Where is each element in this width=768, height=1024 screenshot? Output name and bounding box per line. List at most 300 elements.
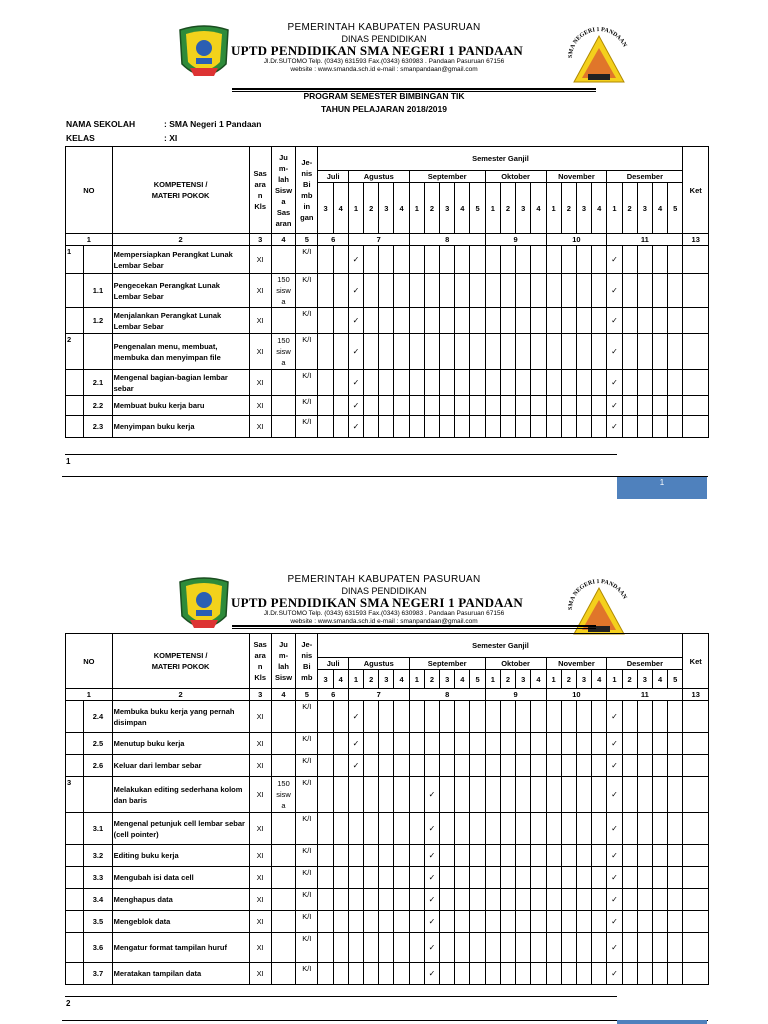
- week-cell: [379, 334, 394, 370]
- col-header-jumlah: Ju m- lah Sisw: [271, 634, 295, 689]
- week-cell: [561, 777, 576, 813]
- week-cell: [576, 416, 591, 438]
- week-cell: [668, 246, 683, 274]
- check-mark: ✓: [352, 255, 360, 264]
- week-cell: [500, 308, 515, 334]
- week-cell: [318, 396, 333, 416]
- row-jumlah: [271, 911, 295, 933]
- week-cell: [333, 867, 348, 889]
- week-cell: [607, 396, 622, 416]
- check-mark: ✓: [352, 712, 360, 721]
- row-materi: Menutup buku kerja: [112, 733, 249, 755]
- week-cell: [364, 845, 379, 867]
- week-header: 1: [485, 670, 500, 689]
- week-cell: [652, 845, 667, 867]
- col-number: 4: [271, 689, 295, 701]
- week-cell: [348, 416, 363, 438]
- week-cell: [576, 396, 591, 416]
- week-cell: [668, 396, 683, 416]
- week-cell: [561, 334, 576, 370]
- letterhead: [176, 574, 628, 640]
- check-mark: ✓: [352, 347, 360, 356]
- week-cell: [364, 396, 379, 416]
- week-cell: [516, 416, 531, 438]
- week-cell: [546, 274, 561, 308]
- row-ket: [683, 933, 709, 963]
- week-cell: [394, 274, 409, 308]
- week-cell: [607, 416, 622, 438]
- row-jumlah: [271, 733, 295, 755]
- row-kls: XI: [249, 396, 271, 416]
- week-cell: [364, 777, 379, 813]
- week-cell: [531, 845, 546, 867]
- week-cell: [409, 845, 424, 867]
- col-number: 1: [66, 689, 113, 701]
- week-cell: [561, 370, 576, 396]
- row-materi: Mengubah isi data cell: [112, 867, 249, 889]
- week-cell: [500, 845, 515, 867]
- week-cell: [546, 701, 561, 733]
- week-cell: [333, 246, 348, 274]
- school-name: UPTD PENDIDIKAN SMA NEGERI 1 PANDAAN: [231, 595, 523, 610]
- week-cell: [500, 274, 515, 308]
- week-header: 4: [652, 670, 667, 689]
- row-ket: [683, 274, 709, 308]
- row-materi: Keluar dari lembar sebar: [112, 755, 249, 777]
- school-name: UPTD PENDIDIKAN SMA NEGERI 1 PANDAAN: [231, 43, 523, 58]
- week-cell: [470, 308, 485, 334]
- check-mark: ✓: [611, 378, 618, 387]
- week-header: 3: [516, 670, 531, 689]
- month-header: September: [409, 171, 485, 183]
- week-cell: [485, 416, 500, 438]
- week-cell: [409, 246, 424, 274]
- check-mark: ✓: [352, 761, 360, 770]
- week-cell: [333, 416, 348, 438]
- page-number-badge: [617, 1020, 707, 1024]
- row-no: 1: [66, 246, 84, 274]
- week-cell: [668, 911, 683, 933]
- week-cell: [318, 867, 333, 889]
- week-cell: [500, 911, 515, 933]
- col-number: 10: [546, 234, 607, 246]
- check-mark: ✓: [352, 422, 360, 431]
- row-no: [66, 308, 84, 334]
- week-cell: [318, 334, 333, 370]
- row-jenis: K/I: [296, 963, 318, 985]
- week-cell: [348, 813, 363, 845]
- week-header: 1: [409, 670, 424, 689]
- week-cell: [470, 963, 485, 985]
- week-cell: [348, 246, 363, 274]
- week-header: 3: [318, 670, 333, 689]
- week-cell: [424, 755, 439, 777]
- col-number: 13: [683, 234, 709, 246]
- week-cell: [409, 308, 424, 334]
- week-cell: [561, 813, 576, 845]
- week-cell: [607, 701, 622, 733]
- row-no: [66, 733, 84, 755]
- col-header-kompetensi: KOMPETENSI / MATERI POKOK: [112, 147, 249, 234]
- week-cell: [318, 777, 333, 813]
- week-cell: [440, 889, 455, 911]
- week-cell: [546, 777, 561, 813]
- week-cell: [516, 911, 531, 933]
- row-ket: [683, 246, 709, 274]
- col-number: 7: [348, 689, 409, 701]
- row-ket: [683, 911, 709, 933]
- week-cell: [546, 416, 561, 438]
- week-cell: [424, 911, 439, 933]
- week-cell: [576, 274, 591, 308]
- row-jenis: K/I: [296, 334, 318, 370]
- week-cell: [440, 867, 455, 889]
- week-cell: [592, 813, 607, 845]
- row-kls: XI: [249, 416, 271, 438]
- week-cell: [516, 308, 531, 334]
- svg-text:SMA NEGERI 1 PANDAAN: SMA NEGERI 1 PANDAAN: [567, 26, 628, 59]
- check-mark: ✓: [611, 969, 618, 978]
- week-cell: [455, 334, 470, 370]
- week-cell: [409, 334, 424, 370]
- week-cell: [409, 274, 424, 308]
- week-cell: [652, 777, 667, 813]
- week-cell: [364, 308, 379, 334]
- week-cell: [592, 963, 607, 985]
- week-cell: [409, 701, 424, 733]
- week-header: 3: [379, 670, 394, 689]
- col-header-sasaran: Sas ara n Kls: [249, 147, 271, 234]
- week-cell: [546, 334, 561, 370]
- row-ket: [683, 889, 709, 911]
- week-header: 2: [424, 670, 439, 689]
- week-cell: [470, 889, 485, 911]
- col-number: 3: [249, 689, 271, 701]
- table-row: [66, 370, 709, 396]
- week-cell: [576, 889, 591, 911]
- week-cell: [652, 813, 667, 845]
- week-cell: [607, 845, 622, 867]
- week-cell: [470, 845, 485, 867]
- row-no: [66, 396, 84, 416]
- week-cell: [637, 274, 652, 308]
- col-number: 2: [112, 234, 249, 246]
- week-cell: [652, 933, 667, 963]
- week-cell: [500, 813, 515, 845]
- row-jenis: K/I: [296, 845, 318, 867]
- week-cell: [424, 845, 439, 867]
- school-seal-logo: [564, 22, 634, 92]
- row-materi: Membuka buku kerja yang pernah disimpan: [112, 701, 249, 733]
- week-cell: [668, 867, 683, 889]
- row-ket: [683, 813, 709, 845]
- check-mark: ✓: [611, 761, 618, 770]
- week-cell: [607, 963, 622, 985]
- row-no: [66, 274, 84, 308]
- week-cell: [576, 963, 591, 985]
- row-jenis: K/I: [296, 889, 318, 911]
- gov-name: PEMERINTAH KABUPATEN PASURUAN: [287, 574, 481, 585]
- week-cell: [668, 813, 683, 845]
- week-cell: [576, 755, 591, 777]
- page-rule: [62, 476, 708, 477]
- week-cell: [637, 370, 652, 396]
- week-cell: [592, 889, 607, 911]
- svg-text:SMA NEGERI 1 PANDAAN: SMA NEGERI 1 PANDAAN: [567, 578, 628, 611]
- week-cell: [455, 889, 470, 911]
- dept-name: DINAS PENDIDIKAN: [341, 586, 427, 596]
- table-row: [66, 813, 709, 845]
- week-header: 2: [364, 670, 379, 689]
- week-cell: [485, 889, 500, 911]
- week-cell: [440, 701, 455, 733]
- week-header: 4: [333, 670, 348, 689]
- week-cell: [348, 911, 363, 933]
- week-header: 2: [500, 183, 515, 234]
- week-cell: [485, 933, 500, 963]
- row-ket: [683, 963, 709, 985]
- week-cell: [531, 933, 546, 963]
- week-cell: [379, 416, 394, 438]
- week-cell: [531, 701, 546, 733]
- week-cell: [364, 334, 379, 370]
- week-cell: [576, 867, 591, 889]
- row-jumlah: [271, 416, 295, 438]
- week-cell: [348, 777, 363, 813]
- week-cell: [333, 701, 348, 733]
- row-jenis: K/I: [296, 933, 318, 963]
- week-cell: [607, 334, 622, 370]
- page-number-badge: 1: [617, 477, 707, 499]
- footnote-number: 1: [66, 457, 71, 466]
- row-jenis: K/I: [296, 274, 318, 308]
- row-kls: XI: [249, 246, 271, 274]
- week-cell: [516, 274, 531, 308]
- month-header: November: [546, 171, 607, 183]
- week-cell: [622, 889, 637, 911]
- week-header: 3: [637, 183, 652, 234]
- row-sub-no: 3.4: [84, 889, 112, 911]
- row-no: [66, 755, 84, 777]
- week-cell: [470, 777, 485, 813]
- week-header: 4: [333, 183, 348, 234]
- week-header: 3: [379, 183, 394, 234]
- week-cell: [318, 845, 333, 867]
- week-header: 1: [348, 183, 363, 234]
- week-cell: [561, 755, 576, 777]
- col-header-semester: Semester Ganjil: [318, 147, 683, 171]
- table-row: [66, 246, 709, 274]
- col-number: 6: [318, 689, 348, 701]
- row-kls: XI: [249, 845, 271, 867]
- row-sub-no: 2.2: [84, 396, 112, 416]
- week-header: 2: [622, 183, 637, 234]
- week-cell: [394, 933, 409, 963]
- col-header-jenis: Je- nis Bi mb: [296, 634, 318, 689]
- week-cell: [516, 813, 531, 845]
- row-jumlah: [271, 867, 295, 889]
- week-cell: [409, 813, 424, 845]
- week-cell: [607, 246, 622, 274]
- week-cell: [652, 701, 667, 733]
- col-number: 13: [683, 689, 709, 701]
- check-mark: ✓: [611, 851, 618, 860]
- week-cell: [668, 334, 683, 370]
- week-header: 4: [531, 183, 546, 234]
- week-header: 3: [318, 183, 333, 234]
- week-cell: [622, 755, 637, 777]
- week-cell: [455, 370, 470, 396]
- table-row: [66, 933, 709, 963]
- check-mark: ✓: [611, 286, 618, 295]
- week-cell: [561, 701, 576, 733]
- week-cell: [576, 911, 591, 933]
- row-ket: [683, 370, 709, 396]
- week-cell: [546, 370, 561, 396]
- row-kls: XI: [249, 889, 271, 911]
- week-cell: [470, 933, 485, 963]
- row-materi: Pengecekan Perangkat Lunak Lembar Sebar: [112, 274, 249, 308]
- check-mark: ✓: [352, 316, 360, 325]
- check-mark: ✓: [428, 824, 436, 833]
- col-number: 5: [296, 234, 318, 246]
- week-cell: [455, 733, 470, 755]
- week-cell: [394, 733, 409, 755]
- row-no: [66, 813, 84, 845]
- week-cell: [318, 755, 333, 777]
- week-cell: [364, 755, 379, 777]
- week-cell: [531, 274, 546, 308]
- row-materi: Menghapus data: [112, 889, 249, 911]
- week-cell: [592, 416, 607, 438]
- week-cell: [637, 396, 652, 416]
- week-cell: [576, 334, 591, 370]
- week-header: 1: [409, 183, 424, 234]
- week-cell: [348, 755, 363, 777]
- week-cell: [379, 889, 394, 911]
- week-cell: [607, 911, 622, 933]
- week-cell: [637, 755, 652, 777]
- col-header-jumlah: Ju m- lah Sisw a Sas aran: [271, 147, 295, 234]
- week-cell: [318, 416, 333, 438]
- table-row: [66, 911, 709, 933]
- row-jumlah: [271, 370, 295, 396]
- table-row: [66, 845, 709, 867]
- week-header: 2: [561, 670, 576, 689]
- check-mark: ✓: [611, 316, 618, 325]
- row-jenis: K/I: [296, 777, 318, 813]
- week-cell: [485, 813, 500, 845]
- row-ket: [683, 334, 709, 370]
- row-sub-no: [84, 334, 112, 370]
- week-cell: [668, 963, 683, 985]
- row-sub-no: 2.3: [84, 416, 112, 438]
- row-kls: XI: [249, 733, 271, 755]
- week-cell: [531, 334, 546, 370]
- week-cell: [485, 963, 500, 985]
- week-cell: [379, 845, 394, 867]
- week-cell: [440, 777, 455, 813]
- check-mark: ✓: [611, 712, 618, 721]
- week-cell: [637, 733, 652, 755]
- week-cell: [531, 396, 546, 416]
- week-cell: [500, 963, 515, 985]
- check-mark: ✓: [428, 943, 436, 952]
- week-cell: [576, 845, 591, 867]
- week-header: 1: [348, 670, 363, 689]
- row-kls: XI: [249, 813, 271, 845]
- col-header-no: NO: [66, 147, 113, 234]
- week-cell: [333, 933, 348, 963]
- month-header: Desember: [607, 658, 683, 670]
- header-rule: [232, 625, 596, 627]
- row-jumlah: [271, 246, 295, 274]
- week-header: 3: [637, 670, 652, 689]
- week-header: 2: [622, 670, 637, 689]
- week-cell: [470, 416, 485, 438]
- week-cell: [561, 911, 576, 933]
- row-jumlah: [271, 701, 295, 733]
- week-cell: [637, 845, 652, 867]
- col-number: 11: [607, 234, 683, 246]
- row-kls: XI: [249, 274, 271, 308]
- week-cell: [516, 370, 531, 396]
- week-cell: [379, 911, 394, 933]
- week-cell: [561, 933, 576, 963]
- col-number: 9: [485, 689, 546, 701]
- week-cell: [455, 963, 470, 985]
- week-cell: [348, 933, 363, 963]
- dept-name: DINAS PENDIDIKAN: [341, 34, 427, 44]
- week-cell: [561, 867, 576, 889]
- week-cell: [364, 246, 379, 274]
- week-cell: [440, 933, 455, 963]
- row-materi: Melakukan editing sederhana kolom dan baris: [112, 777, 249, 813]
- week-cell: [455, 867, 470, 889]
- footnote-rule: [65, 996, 617, 997]
- col-number: 11: [607, 689, 683, 701]
- week-cell: [592, 733, 607, 755]
- week-cell: [531, 370, 546, 396]
- month-header: Agustus: [348, 658, 409, 670]
- check-mark: ✓: [611, 739, 618, 748]
- week-cell: [546, 733, 561, 755]
- check-mark: ✓: [352, 401, 360, 410]
- week-header: 2: [561, 183, 576, 234]
- week-cell: [622, 777, 637, 813]
- week-cell: [500, 246, 515, 274]
- col-header-sasaran: Sas ara n Kls: [249, 634, 271, 689]
- week-cell: [500, 370, 515, 396]
- school-address: Jl.Dr.SUTOMO Telp. (0343) 631593 Fax.(0343) 630983 . Pandaan Pasuruan 67156: [263, 58, 505, 65]
- week-cell: [318, 274, 333, 308]
- table-row: [66, 755, 709, 777]
- row-kls: XI: [249, 334, 271, 370]
- week-cell: [394, 777, 409, 813]
- week-cell: [546, 813, 561, 845]
- row-no: [66, 867, 84, 889]
- row-no: [66, 889, 84, 911]
- week-cell: [622, 416, 637, 438]
- week-header: 2: [364, 183, 379, 234]
- week-cell: [394, 308, 409, 334]
- week-cell: [318, 933, 333, 963]
- week-cell: [500, 334, 515, 370]
- week-cell: [546, 889, 561, 911]
- week-header: 3: [440, 670, 455, 689]
- letterhead: [176, 22, 628, 88]
- week-cell: [440, 274, 455, 308]
